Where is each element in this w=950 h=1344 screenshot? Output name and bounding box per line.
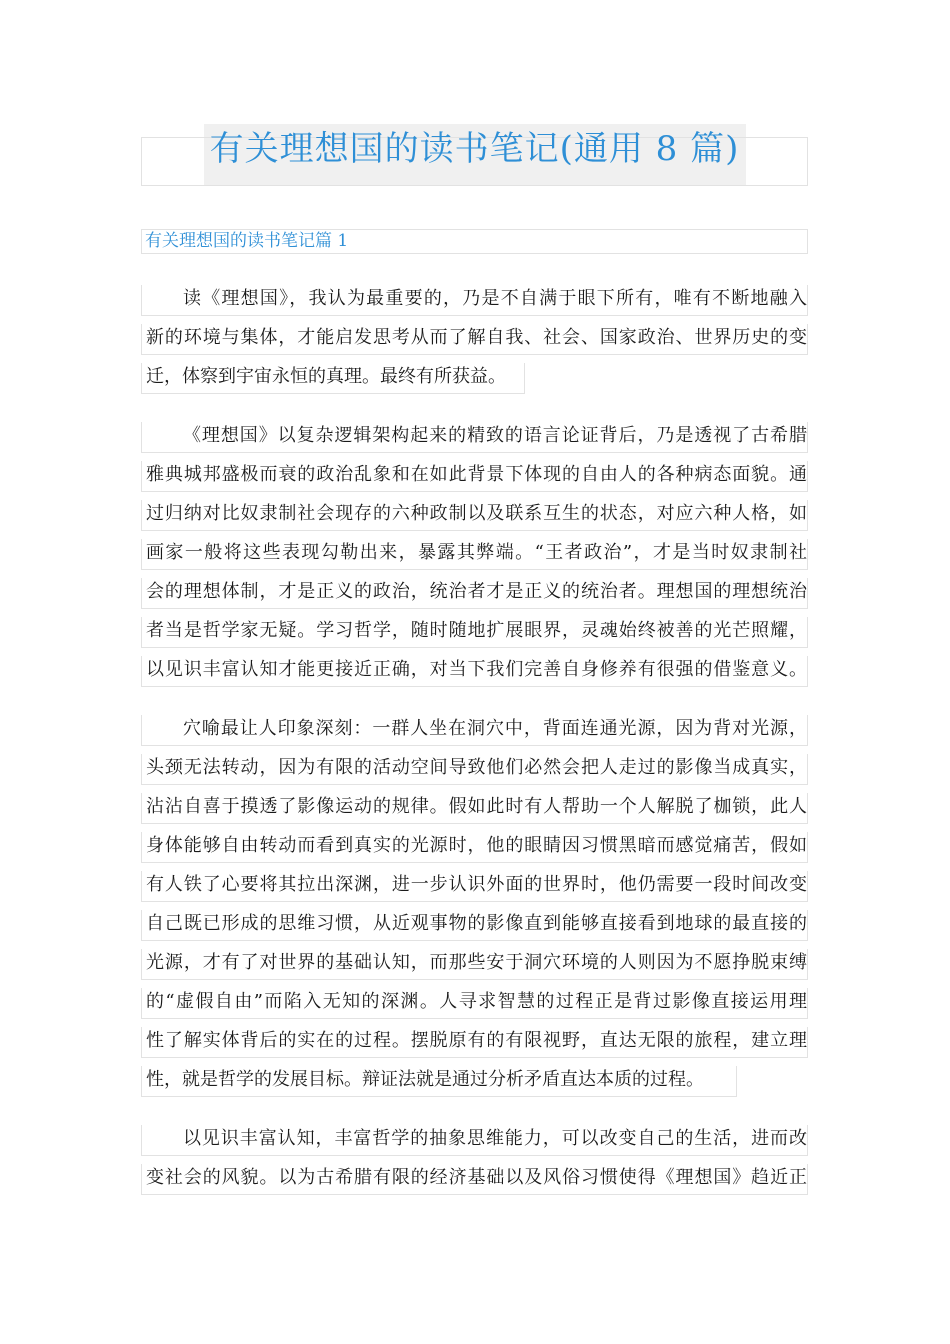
paragraph-line: 沾沾自喜于摸透了影像运动的规律。假如此时有人帮助一个人解脱了枷锁，此人 xyxy=(141,793,808,824)
paragraph-line: 头颈无法转动，因为有限的活动空间导致他们必然会把人走过的影像当成真实， xyxy=(141,754,808,785)
paragraph-line: 有人铁了心要将其拉出深渊，进一步认识外面的世界时，他仍需要一段时间改变 xyxy=(141,871,808,902)
paragraph-line: 迁，体察到宇宙永恒的真理。最终有所获益。 xyxy=(141,363,525,394)
paragraph-line: 以见识丰富认知才能更接近正确，对当下我们完善自身修养有很强的借鉴意义。 xyxy=(141,656,808,687)
paragraph-line: 会的理想体制，才是正义的政治，统治者才是正义的统治者。理想国的理想统治 xyxy=(141,578,808,609)
paragraph-line: 性，就是哲学的发展目标。辩证法就是通过分析矛盾直达本质的过程。 xyxy=(141,1066,737,1097)
section-heading: 有关理想国的读书笔记篇 1 xyxy=(141,229,808,254)
paragraph-line: 新的环境与集体，才能启发思考从而了解自我、社会、国家政治、世界历史的变 xyxy=(141,324,808,355)
paragraph-line: 身体能够自由转动而看到真实的光源时，他的眼睛因习惯黑暗而感觉痛苦，假如 xyxy=(141,832,808,863)
document-title: 有关理想国的读书笔记(通用 8 篇) xyxy=(209,129,740,169)
paragraph-line: 过归纳对比奴隶制社会现存的六种政制以及联系互生的状态，对应六种人格，如 xyxy=(141,500,808,531)
paragraph-line: 穴喻最让人印象深刻：一群人坐在洞穴中，背面连通光源，因为背对光源， xyxy=(141,715,808,746)
paragraph-line: 变社会的风貌。以为古希腊有限的经济基础以及风俗习惯使得《理想国》趋近正 xyxy=(141,1164,808,1195)
paragraph-line: 以见识丰富认知，丰富哲学的抽象思维能力，可以改变自己的生活，进而改 xyxy=(141,1125,808,1156)
paragraph-line: 画家一般将这些表现勾勒出来，暴露其弊端。“王者政治”，才是当时奴隶制社 xyxy=(141,539,808,570)
paragraph-line: 的“虚假自由”而陷入无知的深渊。人寻求智慧的过程正是背过影像直接运用理 xyxy=(141,988,808,1019)
paragraph-line: 《理想国》以复杂逻辑架构起来的精致的语言论证背后，乃是透视了古希腊 xyxy=(141,422,808,453)
paragraph-line: 读《理想国》，我认为最重要的，乃是不自满于眼下所有，唯有不断地融入 xyxy=(141,285,808,316)
paragraph-line: 性了解实体背后的实在的过程。摆脱原有的有限视野，直达无限的旅程，建立理 xyxy=(141,1027,808,1058)
paragraph-line: 光源，才有了对世界的基础认知，而那些安于洞穴环境的人则因为不愿挣脱束缚 xyxy=(141,949,808,980)
paragraph-line: 雅典城邦盛极而衰的政治乱象和在如此背景下体现的自由人的各种病态面貌。通 xyxy=(141,461,808,492)
paragraph-line: 者当是哲学家无疑。学习哲学，随时随地扩展眼界，灵魂始终被善的光芒照耀， xyxy=(141,617,808,648)
paragraph-line: 自己既已形成的思维习惯，从近观事物的影像直到能够直接看到地球的最直接的 xyxy=(141,910,808,941)
